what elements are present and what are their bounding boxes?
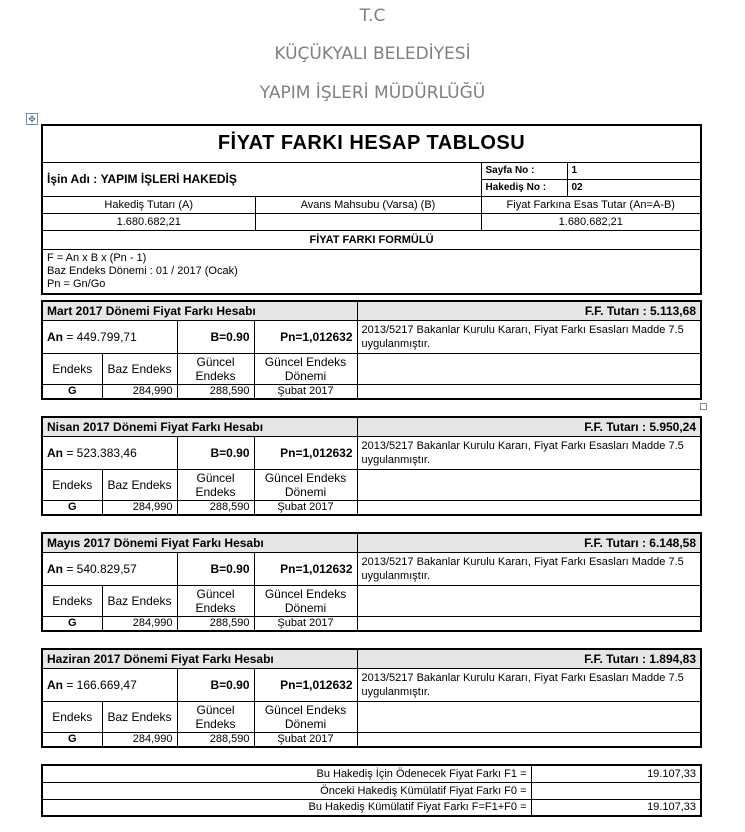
guncel-donem-value: Şubat 2017 — [254, 384, 357, 399]
endeks-row-label: G — [42, 616, 102, 631]
ff-total-value: 6.148,58 — [649, 535, 697, 550]
empty-cell — [357, 616, 701, 631]
period-note: 2013/5217 Bakanlar Kurulu Kararı, Fiyat Farkı Esasları Madde 7.5 uygulanmıştır. — [357, 552, 701, 585]
empty-cell — [357, 732, 701, 747]
col-an-header: Fiyat Farkına Esas Tutar (An=A-B) — [481, 196, 701, 213]
guncel-donem-header: Güncel Endeks Dönemi — [254, 701, 357, 732]
pn-value-text: Pn=1,012632 — [280, 561, 353, 576]
col-b-value — [255, 213, 481, 230]
endeks-row-label: G — [42, 384, 102, 399]
pn-value — [254, 668, 357, 701]
b-value — [177, 436, 254, 469]
baz-endeks-header: Baz Endeks — [102, 585, 177, 616]
b-value-text: B=0.90 — [210, 329, 250, 344]
ff-total-label: F.F. Tutarı : — [584, 303, 647, 318]
guncel-endeks-value: 288,590 — [177, 500, 254, 515]
guncel-donem-value: Şubat 2017 — [254, 500, 357, 515]
an-cell — [42, 668, 177, 701]
table-resize-handle[interactable] — [700, 403, 707, 410]
job-name-value: YAPIM İŞLERİ HAKEDİŞ — [100, 172, 237, 186]
b-value-text: B=0.90 — [210, 445, 250, 460]
summary-f-value: 19.107,33 — [531, 799, 701, 816]
an-cell — [42, 436, 177, 469]
baz-endeks-value: 284,990 — [102, 732, 177, 747]
period-table — [41, 648, 702, 748]
guncel-endeks-header: Güncel Endeks — [177, 701, 254, 732]
summary-f1-value: 19.107,33 — [531, 765, 701, 782]
empty-cell — [357, 353, 701, 384]
endeks-row-label: G — [42, 500, 102, 515]
empty-cell — [357, 384, 701, 399]
ff-total-value: 5.950,24 — [649, 419, 697, 434]
ff-total-label: F.F. Tutarı : — [584, 651, 646, 666]
guncel-endeks-header: Güncel Endeks — [177, 469, 254, 500]
ff-total-label: F.F. Tutarı : — [584, 419, 646, 434]
progress-no-value: 02 — [567, 179, 701, 196]
empty-cell — [357, 500, 701, 515]
period-note: 2013/5217 Bakanlar Kurulu Kararı, Fiyat Farkı Esasları Madde 7.5 uygulanmıştır. — [357, 320, 701, 353]
ff-total-value: 5.113,68 — [649, 303, 696, 318]
period-table — [41, 300, 702, 400]
guncel-endeks-header: Güncel Endeks — [177, 585, 254, 616]
pn-value — [254, 436, 357, 469]
period-note: 2013/5217 Bakanlar Kurulu Kararı, Fiyat Farkı Esasları Madde 7.5 uygulanmıştır. — [357, 436, 701, 469]
summary-f0-value — [531, 782, 701, 799]
pn-value-text: Pn=1,012632 — [280, 445, 353, 460]
guncel-donem-header: Güncel Endeks Dönemi — [254, 585, 357, 616]
b-value — [177, 320, 254, 353]
period-ff-total — [357, 301, 701, 320]
endeks-row-label: G — [42, 732, 102, 747]
an-value: = 166.669,47 — [66, 677, 137, 692]
period-note: 2013/5217 Bakanlar Kurulu Kararı, Fiyat Farkı Esasları Madde 7.5 uygulanmıştır. — [357, 668, 701, 701]
guncel-donem-value: Şubat 2017 — [254, 732, 357, 747]
formula-line-3: Pn = Gn/Go — [47, 277, 106, 290]
endeks-header: Endeks — [42, 701, 102, 732]
summary-f0-label: Önceki Hakediş Kümülatif Fiyat Farkı F0 = — [42, 782, 531, 799]
an-label: An — [47, 445, 63, 460]
col-b-header: Avans Mahsubu (Varsa) (B) — [255, 196, 481, 213]
guncel-endeks-value: 288,590 — [177, 732, 254, 747]
ff-total-label: F.F. Tutarı : — [584, 535, 646, 550]
formula-title: FİYAT FARKI FORMÜLÜ — [42, 230, 701, 249]
job-name-cell — [42, 162, 481, 196]
period-table — [41, 416, 702, 516]
pn-value — [254, 320, 357, 353]
empty-cell — [357, 701, 701, 732]
b-value-text: B=0.90 — [210, 677, 250, 692]
endeks-header: Endeks — [42, 585, 102, 616]
summary-f-label: Bu Hakediş Kümülatif Fiyat Farkı F=F1+F0 = — [42, 799, 531, 816]
an-value: = 449.799,71 — [66, 329, 137, 344]
table-title: FİYAT FARKI HESAP TABLOSU — [42, 125, 701, 162]
an-cell — [42, 320, 177, 353]
ff-total-value: 1.894,83 — [649, 651, 697, 666]
summary-f1-label: Bu Hakediş İçin Ödenecek Fiyat Farkı F1 = — [42, 765, 531, 782]
pn-value — [254, 552, 357, 585]
empty-cell — [357, 585, 701, 616]
an-label: An — [47, 561, 63, 576]
b-value-text: B=0.90 — [210, 561, 250, 576]
period-ff-total — [357, 649, 701, 668]
table-move-handle-icon[interactable]: ✥ — [26, 113, 38, 125]
an-cell — [42, 552, 177, 585]
period-title: Nisan 2017 Dönemi Fiyat Farkı Hesabı — [42, 417, 357, 436]
col-an-value: 1.680.682,21 — [481, 213, 701, 230]
main-table — [41, 124, 702, 295]
guncel-endeks-value: 288,590 — [177, 616, 254, 631]
guncel-endeks-value: 288,590 — [177, 384, 254, 399]
an-value: = 540.829,57 — [66, 561, 137, 576]
period-ff-total — [357, 533, 701, 552]
formula-block — [42, 249, 701, 294]
baz-endeks-header: Baz Endeks — [102, 353, 177, 384]
page-no-value: 1 — [567, 162, 701, 179]
b-value — [177, 552, 254, 585]
an-label: An — [47, 329, 63, 344]
header-department: YAPIM İŞLERİ MÜDÜRLÜĞÜ — [259, 83, 486, 103]
formula-line-1: F = An x B x (Pn - 1) — [47, 251, 147, 264]
pn-value-text: Pn=1,012632 — [280, 329, 353, 344]
baz-endeks-header: Baz Endeks — [102, 469, 177, 500]
period-title: Haziran 2017 Dönemi Fiyat Farkı Hesabı — [42, 649, 357, 668]
period-title: Mayıs 2017 Dönemi Fiyat Farkı Hesabı — [42, 533, 357, 552]
col-a-value: 1.680.682,21 — [42, 213, 255, 230]
baz-endeks-value: 284,990 — [102, 616, 177, 631]
b-value — [177, 668, 254, 701]
endeks-header: Endeks — [42, 469, 102, 500]
baz-endeks-value: 284,990 — [102, 500, 177, 515]
header-municipality: KÜÇÜKYALI BELEDİYESİ — [274, 44, 471, 64]
period-table — [41, 532, 702, 632]
guncel-donem-header: Güncel Endeks Dönemi — [254, 469, 357, 500]
baz-endeks-header: Baz Endeks — [102, 701, 177, 732]
guncel-donem-header: Güncel Endeks Dönemi — [254, 353, 357, 384]
an-label: An — [47, 677, 63, 692]
period-ff-total — [357, 417, 701, 436]
progress-no-label: Hakediş No : — [481, 179, 567, 196]
baz-endeks-value: 284,990 — [102, 384, 177, 399]
period-title: Mart 2017 Dönemi Fiyat Farkı Hesabı — [42, 301, 357, 320]
endeks-header: Endeks — [42, 353, 102, 384]
empty-cell — [357, 469, 701, 500]
summary-table — [41, 764, 702, 817]
col-a-header: Hakediş Tutarı (A) — [42, 196, 255, 213]
formula-line-2: Baz Endeks Dönemi : 01 / 2017 (Ocak) — [47, 264, 238, 277]
guncel-donem-value: Şubat 2017 — [254, 616, 357, 631]
guncel-endeks-header: Güncel Endeks — [177, 353, 254, 384]
job-name-label: İşin Adı : — [47, 172, 98, 186]
an-value: = 523.383,46 — [66, 445, 137, 460]
header-line-tc: T.C — [359, 6, 386, 26]
pn-value-text: Pn=1,012632 — [280, 677, 353, 692]
page-no-label: Sayfa No : — [481, 162, 567, 179]
